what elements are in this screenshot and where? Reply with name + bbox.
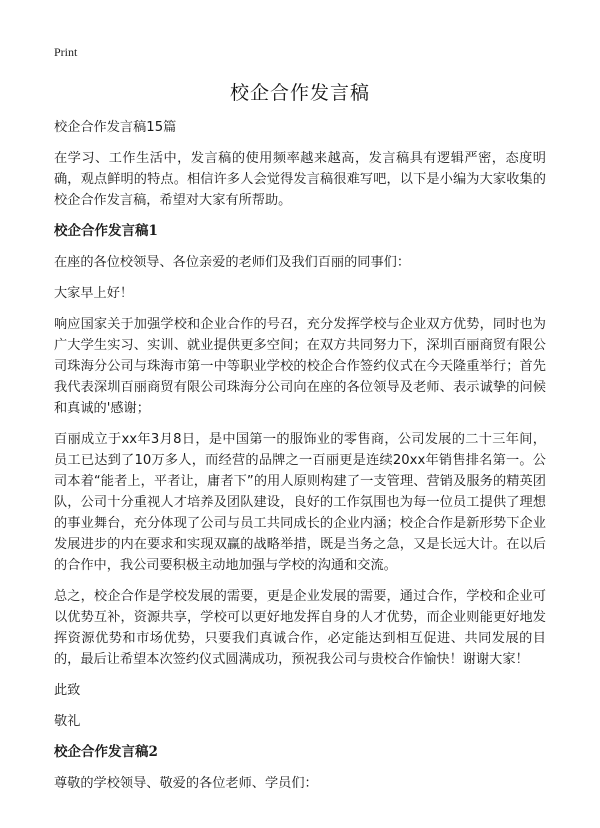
document-subtitle: 校企合作发言稿15篇 — [54, 120, 177, 135]
intro-paragraph: 在学习、工作生活中，发言稿的使用频率越来越高，发言稿具有逻辑严密，态度明确，观点鲜明的特点。相信许多人会觉得发言稿很难写吧，以下是小编为大家收集的校企合作发言稿，希望对大家有所帮助。 — [54, 151, 546, 208]
section-heading-2: 校企合作发言稿2 — [54, 744, 158, 760]
body-paragraph: 总之，校企合作是学校发展的需要，更是企业发展的需要，通过合作，学校和企业可以优势互补，资源共享，学校可以更好地发挥自身的人才优势，而企业则能更好地发挥资源优势和市场优势，只要我们真诚合作，必定能达到相互促进、共同发展的目的，最后让希望本次签约仪式圆满成功，预祝我公司与贵校合作愉快！谢谢大家！ — [54, 589, 546, 667]
print-label[interactable]: Print — [54, 45, 78, 59]
section-heading-1: 校企合作发言稿1 — [54, 223, 158, 239]
salutation: 在座的各位校领导、各位亲爱的老师们及我们百丽的同事们： — [54, 255, 411, 270]
salutation: 尊敬的学校领导、敬爱的各位老师、学员们： — [54, 776, 318, 791]
closing-line: 此致 — [54, 683, 81, 698]
document-body — [54, 117, 546, 804]
body-paragraph: 百丽成立于xx年3月8日，是中国第一的服饰业的零售商，公司发展的二十三年间，员工已达到了10万多人，而经营的品牌之一百丽更是连续20xx年销售排名第一。公司本着“能者上，平者让，庸者下”的用人原则构建了一支管理、营销及服务的精英团队，公司十分重视人才培养及团队建设，良好的工作氛围也为每一位员工提供了理想的事业舞台，充分体现了公司与员工共同成长的企业内涵；校企合作是新形势下企业发展进步的内在要求和实现双赢的战略举措，既是当务之急，又是长远大计。在以后的合作中，我公司要积极主动地加强与学校的沟通和交流。 — [54, 432, 546, 573]
body-paragraph: 响应国家关于加强学校和企业合作的号召，充分发挥学校与企业双方优势，同时也为广大学生实习、实训、就业提供更多空间；在双方共同努力下，深圳百丽商贸有限公司珠海分公司与珠海市第一中等职业学校的校企合作签约仪式在今天隆重举行；首先我代表深圳百丽商贸有限公司珠海分公司向在座的各位领导及老师、表示诚挚的问候和真诚的'感谢； — [54, 317, 546, 416]
greeting: 大家早上好！ — [54, 286, 134, 301]
closing-line: 敬礼 — [54, 714, 81, 729]
document-title: 校企合作发言稿 — [229, 82, 370, 104]
